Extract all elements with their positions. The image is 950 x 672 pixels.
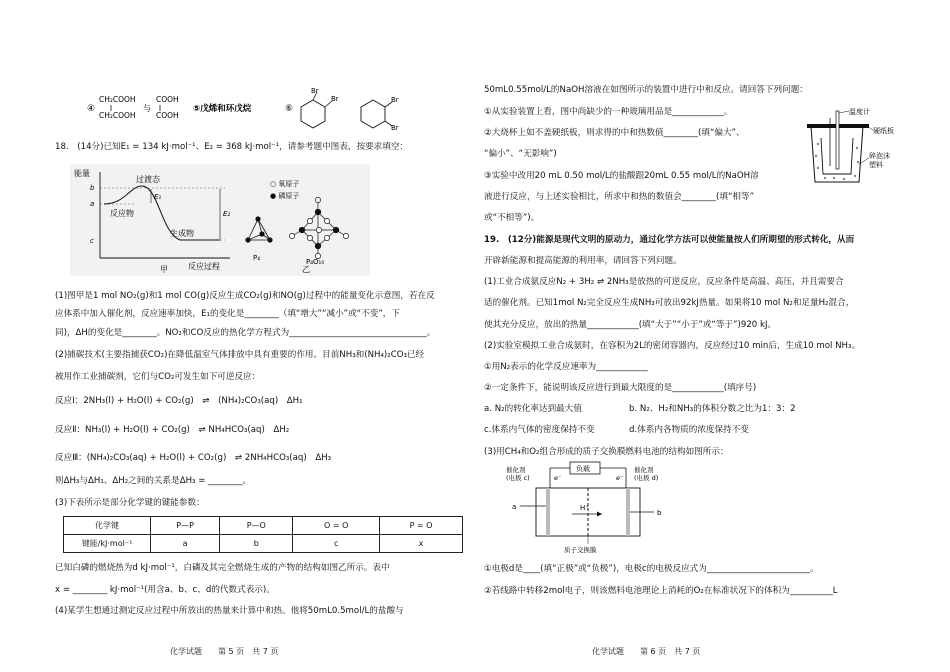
question-line: (4)某学生想通过测定反应过程中所放出的热量来计算中和热。他将50mL0.5mol/L的盐酸与 xyxy=(55,606,404,616)
question-line: 使其充分反应，放出的热量____________(填“大于”“小于”或“等于”)920 kJ。 xyxy=(484,320,777,330)
table-row xyxy=(64,535,463,553)
electrode-d-label: (电极 d) xyxy=(634,474,659,482)
bond-energy-table xyxy=(63,516,463,553)
product-label: 生成物 xyxy=(170,229,194,238)
item4-number: ④ xyxy=(87,104,96,114)
reaction-line: 反应Ⅰ：2NH₃(l) + H₂O(l) + CO₂(g) ⇌ (NH₄)₂CO₃(aq) ΔH₁ xyxy=(55,396,303,406)
electron-right-label: e⁻ xyxy=(616,474,624,482)
question-line: (3)用CH₄和O₂组合形成的质子交换膜燃料电池的结构如图所示： xyxy=(484,447,729,457)
fuel-cell-diagram xyxy=(502,458,672,554)
energy-figure xyxy=(70,164,370,276)
proton-label: H⁺ xyxy=(580,504,589,512)
page-footer: 化学试题 第 5 页 共 7 页 xyxy=(170,647,279,656)
level-b: b xyxy=(90,184,95,192)
reactant-label: 反应物 xyxy=(110,209,134,218)
catalyst-right-label: 催化剂 xyxy=(634,466,654,474)
legend-phosphorus: ● 磷原子 xyxy=(270,192,300,200)
table-cell: b xyxy=(220,535,293,553)
foam-label: 塑料 xyxy=(869,161,883,169)
dibromobenzene-structure xyxy=(301,88,339,128)
transition-state-label: 过渡态 xyxy=(136,175,160,184)
question-line: (1)图甲是1 mol NO₂(g)和1 mol CO(g)反应生成CO₂(g)和NO(g)过程中的能量变化示意图，若在反 xyxy=(55,291,435,301)
option-b: b. N₂、H₂和NH₃的体积分数之比为1：3：2 xyxy=(629,404,796,414)
y-axis-label: 能量 xyxy=(74,169,90,178)
compound-text: COOH xyxy=(156,95,179,104)
table-cell: c xyxy=(293,535,380,553)
table-cell: 化学键 xyxy=(64,517,151,535)
question-line: 被用作工业捕碳剂，它们与CO₂可发生如下可逆反应： xyxy=(55,372,261,382)
figure-caption-a: 甲 xyxy=(160,265,168,274)
question-line: ③实验中改用20 mL 0.50 mol/L的盐酸跟20mL 0.55 mol/L的NaOH溶 xyxy=(484,171,759,181)
br-label: Br xyxy=(391,124,399,132)
e2-label: E₂ xyxy=(223,210,231,218)
option-a: a. N₂的转化率达到最大值 xyxy=(484,404,582,414)
option-d: d.体系内各物质的浓度保持不变 xyxy=(629,425,749,435)
electron-left-label: e⁻ xyxy=(554,474,562,482)
question-line: 19. (12分)能源是现代文明的原动力，通过化学方法可以使能量按人们所期望的形式转化，从而 xyxy=(484,235,855,245)
table-cell: a xyxy=(151,535,220,553)
option-c: c.体系内气体的密度保持不变 xyxy=(484,425,595,435)
question-line: 或“不相等”)。 xyxy=(484,213,540,223)
inlet-a-label: a xyxy=(512,503,517,511)
compounds-row xyxy=(85,88,465,134)
board-label: 硬纸板 xyxy=(873,127,894,135)
compound-text: CH₂COOH xyxy=(99,95,136,104)
inlet-b-label: b xyxy=(657,509,662,517)
question-line: 适的催化剂。已知1mol N₂完全反应生成NH₃可放出92kJ热量。如果将10 mol N₂和足量H₂混合， xyxy=(484,298,855,308)
question-line: (1)工业合成氨反应N₂ + 3H₂ ⇌ 2NH₃是放热的可逆反应，反应条件是高温、高压，并且需要合 xyxy=(484,277,844,287)
question-line: x = ________ kJ·mol⁻¹(用含a、b、c、d的代数式表示)。 xyxy=(55,585,275,595)
foam-label: 碎泡沫 xyxy=(869,152,890,160)
level-c: c xyxy=(90,237,94,245)
question-line: ①用N₂表示的化学反应速率为____________ xyxy=(484,362,648,372)
legend-oxygen: ○ 氧原子 xyxy=(270,180,300,188)
question-line: 同)，ΔH的变化是________。NO₂和CO反应的热化学方程式为________________________________。 xyxy=(55,328,436,338)
br-label: Br xyxy=(391,96,399,104)
question-line: (2)捕碳技术(主要指捕获CO₂)在降低温室气体排放中具有重要的作用。目前NH₃和(NH₄)₂CO₃已经 xyxy=(55,350,425,360)
p4-label: P₄ xyxy=(253,254,261,262)
question-line: (2)实验室模拟工业合成氨时，在容积为2L的密闭容器内，反应经过10 min后，生成10 mol NH₃。 xyxy=(484,341,861,351)
dibromobenzene-structure xyxy=(361,96,399,132)
br-label: Br xyxy=(311,88,319,95)
catalyst-left-label: 催化剂 xyxy=(506,466,526,474)
question-line: ①从实验装置上看，图中尚缺少的一种玻璃用品是____________。 xyxy=(484,107,733,117)
electrode-c-label: (电极 c) xyxy=(506,474,530,482)
question-line: ①电极d是____(填“正极”或“负极”)，电极c的电极反应式为________________________。 xyxy=(484,564,819,574)
and-word: 与 xyxy=(143,104,151,113)
question-line: ②一定条件下，能说明该反应进行到最大限度的是____________(填序号) xyxy=(484,383,757,393)
q18-intro: 18. (14分)已知E₁ = 134 kJ·mol⁻¹、E₂ = 368 kJ·mol⁻¹，请参考题中图表，按要求填空： xyxy=(55,142,409,152)
question-line: 50mL0.55mol/L的NaOH溶液在如图所示的装置中进行中和反应。请回答下列问题： xyxy=(484,85,808,95)
question-line: (3)下表所示是部分化学键的键能参数： xyxy=(55,498,205,508)
load-label: 负载 xyxy=(576,465,590,473)
compound-text: CH₂COOH xyxy=(99,111,136,120)
table-cell: P—P xyxy=(151,517,220,535)
left-page xyxy=(55,0,473,672)
table-header-row xyxy=(64,517,463,535)
e1-label: E₁ xyxy=(154,193,162,201)
figure-caption-b: 乙 xyxy=(302,265,310,274)
reaction-line: 反应Ⅲ：(NH₄)₂CO₃(aq) + H₂O(l) + CO₂(g) ⇌ 2NH₄HCO₃(aq) ΔH₃ xyxy=(55,453,332,463)
x-axis-label: 反应过程 xyxy=(188,262,220,271)
table-cell: x xyxy=(380,535,463,553)
question-line: 液进行反应，与上述实验相比，所求中和热的数值会________(填“相等” xyxy=(484,192,755,202)
question-line: “偏小”、“无影响”) xyxy=(484,149,557,159)
level-a: a xyxy=(90,200,95,208)
reaction-line: 反应Ⅱ：NH₃(l) + H₂O(l) + CO₂(g) ⇌ NH₄HCO₃(aq) ΔH₂ xyxy=(55,425,290,435)
calorimeter-diagram xyxy=(789,108,894,188)
p4o10-label: P₄O₁₀ xyxy=(306,258,325,266)
item5-text: ⑤戊烯和环戊烷 xyxy=(193,104,252,114)
membrane-label: 质子交换膜 xyxy=(564,546,597,554)
br-label: Br xyxy=(331,95,339,103)
right-page xyxy=(484,0,894,672)
question-line: 开辟新能源和提高能源的利用率，请回答下列问题。 xyxy=(484,256,682,266)
item6-number: ⑥ xyxy=(285,104,294,114)
table-cell: P = O xyxy=(380,517,463,535)
table-cell: 键能/kJ·mol⁻¹ xyxy=(64,535,151,553)
thermometer-label: 温度计 xyxy=(849,108,870,116)
table-cell: O = O xyxy=(293,517,380,535)
question-line: ②若线路中转移2mol电子，则该燃料电池理论上消耗的O₂在标准状况下的体积为__________L xyxy=(484,586,838,596)
question-line: ②大烧杯上如不盖硬纸板，则求得的中和热数值________(填“偏大”、 xyxy=(484,128,745,138)
question-line: 已知白磷的燃烧热为d kJ·mol⁻¹，白磷及其完全燃烧生成的产物的结构如图乙所示。表中 xyxy=(55,563,390,573)
compound-text: COOH xyxy=(156,111,179,120)
page-footer: 化学试题 第 6 页 共 7 页 xyxy=(592,647,701,656)
question-line: 则ΔH₃与ΔH₁、ΔH₂之间的关系是ΔH₃ = ________。 xyxy=(55,476,252,486)
table-cell: P—O xyxy=(220,517,293,535)
question-line: 应体系中加入催化剂，反应速率加快，E₁的变化是________（填“增大”“减小”或“不变”，下 xyxy=(55,309,400,319)
